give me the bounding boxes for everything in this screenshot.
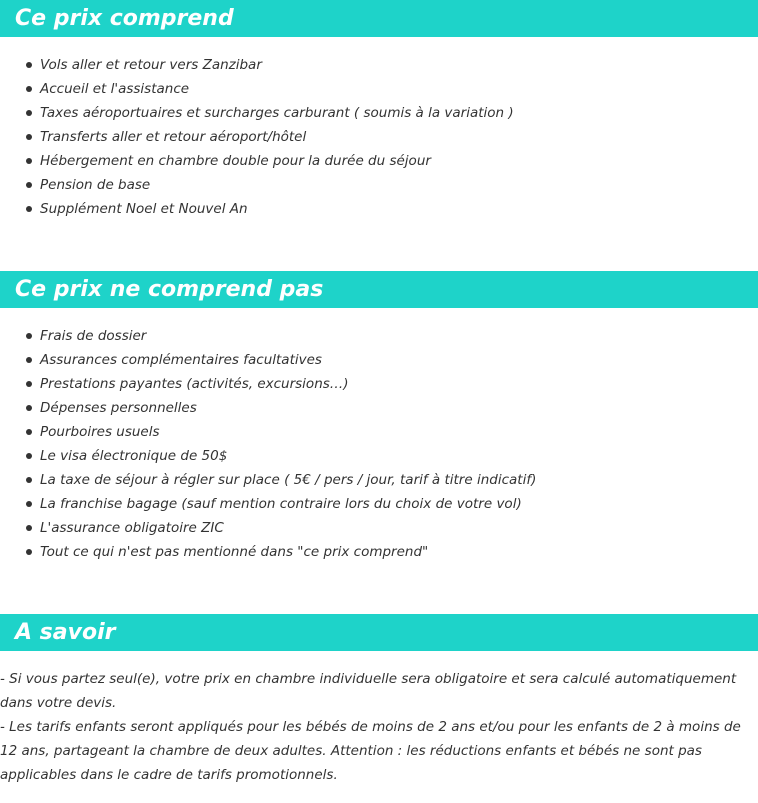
bullet-icon xyxy=(26,381,32,387)
excluded-section-title: Ce prix ne comprend pas xyxy=(0,271,758,308)
bullet-icon xyxy=(26,182,32,188)
bullet-icon xyxy=(26,477,32,483)
list-item xyxy=(0,125,514,149)
list-item-label: Accueil et l'assistance xyxy=(40,81,190,97)
list-item xyxy=(0,348,536,372)
info-notes xyxy=(0,667,752,787)
bullet-icon xyxy=(26,525,32,531)
list-item xyxy=(0,173,514,197)
info-paragraph: - Si vous partez seul(e), votre prix en chambre individuelle sera obligatoire et sera calculé automatiquement dans votre devis. xyxy=(0,671,737,711)
bullet-icon xyxy=(26,158,32,164)
included-list xyxy=(0,53,514,221)
included-section-title: Ce prix comprend xyxy=(0,0,758,37)
list-item xyxy=(0,516,536,540)
info-section-title: A savoir xyxy=(0,614,758,651)
bullet-icon xyxy=(26,206,32,212)
bullet-icon xyxy=(26,429,32,435)
list-item xyxy=(0,197,514,221)
list-item xyxy=(0,101,514,125)
list-item-label: La taxe de séjour à régler sur place ( 5€ / pers / jour, tarif à titre indicatif) xyxy=(40,472,537,488)
list-item xyxy=(0,396,536,420)
list-item xyxy=(0,149,514,173)
list-item-label: Assurances complémentaires facultatives xyxy=(40,352,322,368)
list-item-label: Transferts aller et retour aéroport/hôtel xyxy=(40,129,307,145)
list-item xyxy=(0,53,514,77)
bullet-icon xyxy=(26,405,32,411)
list-item-label: Dépenses personnelles xyxy=(40,400,197,416)
list-item-label: L'assurance obligatoire ZIC xyxy=(40,520,224,536)
list-item-label: Frais de dossier xyxy=(40,328,147,344)
list-item-label: Taxes aéroportuaires et surcharges carburant ( soumis à la variation ) xyxy=(40,105,514,121)
bullet-icon xyxy=(26,134,32,140)
list-item-label: Le visa électronique de 50$ xyxy=(40,448,228,464)
bullet-icon xyxy=(26,110,32,116)
bullet-icon xyxy=(26,62,32,68)
list-item-label: Vols aller et retour vers Zanzibar xyxy=(40,57,262,73)
excluded-list xyxy=(0,324,536,564)
list-item xyxy=(0,372,536,396)
bullet-icon xyxy=(26,549,32,555)
list-item xyxy=(0,540,536,564)
list-item-label: Pension de base xyxy=(40,177,151,193)
bullet-icon xyxy=(26,86,32,92)
info-paragraph: - Les tarifs enfants seront appliqués pour les bébés de moins de 2 ans et/ou pour les enfants de 2 à moins de 12 ans, partageant la chambre de deux adultes. Attention : les réductions enfants et bébés ne sont pas applicables dans le cadre de tarifs promotionnels. xyxy=(0,719,741,783)
list-item xyxy=(0,77,514,101)
list-item-label: Prestations payantes (activités, excursions…) xyxy=(40,376,349,392)
list-item-label: La franchise bagage (sauf mention contraire lors du choix de votre vol) xyxy=(40,496,522,512)
list-item-label: Supplément Noel et Nouvel An xyxy=(40,201,248,217)
bullet-icon xyxy=(26,333,32,339)
bullet-icon xyxy=(26,453,32,459)
list-item-label: Pourboires usuels xyxy=(40,424,160,440)
list-item xyxy=(0,468,536,492)
bullet-icon xyxy=(26,357,32,363)
list-item-label: Tout ce qui n'est pas mentionné dans "ce prix comprend" xyxy=(40,544,429,560)
list-item xyxy=(0,420,536,444)
list-item xyxy=(0,324,536,348)
bullet-icon xyxy=(26,501,32,507)
list-item-label: Hébergement en chambre double pour la durée du séjour xyxy=(40,153,431,169)
list-item xyxy=(0,492,536,516)
list-item xyxy=(0,444,536,468)
